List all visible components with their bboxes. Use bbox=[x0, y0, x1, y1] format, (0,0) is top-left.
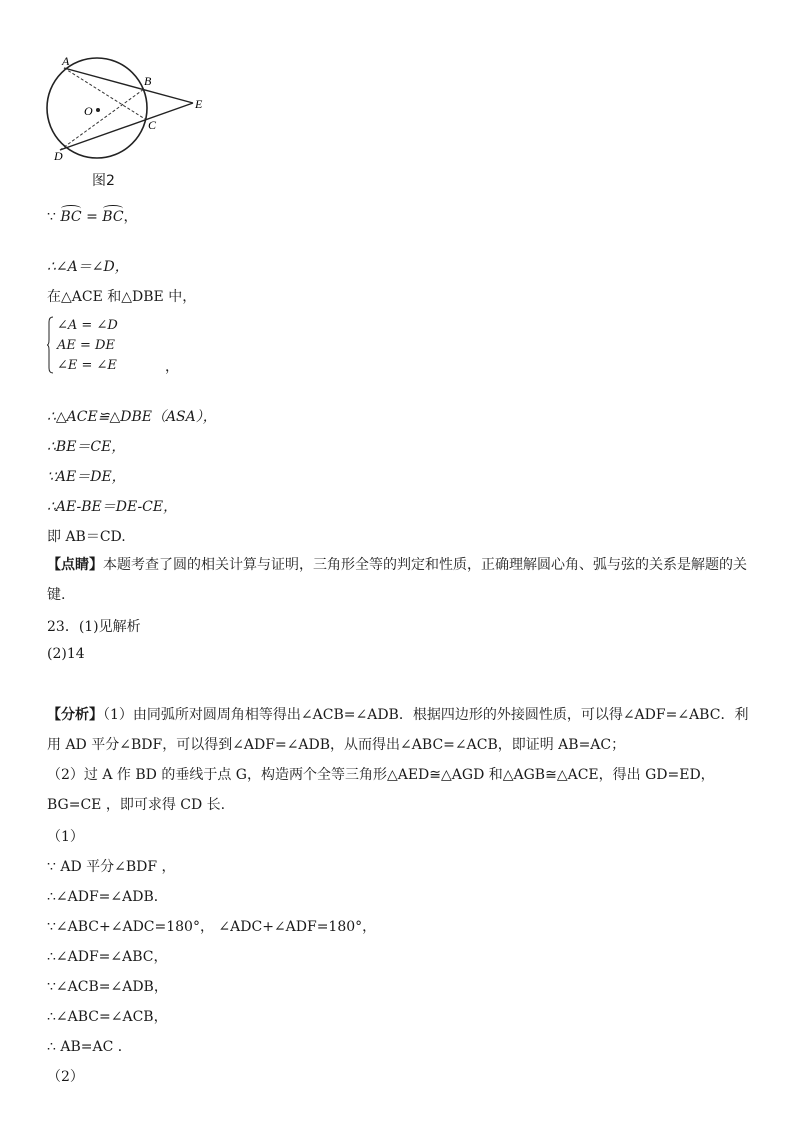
arc-bc-left: BC bbox=[60, 209, 82, 225]
label-c: C bbox=[148, 118, 157, 132]
line-de bbox=[60, 103, 193, 150]
equation-system bbox=[47, 316, 179, 376]
proof-1-step-2: ∴∠ADF=∠ADB． bbox=[47, 889, 168, 905]
q23-answer-1: 23．(1)见解析 bbox=[47, 619, 141, 635]
arc-bc-right: BC bbox=[102, 209, 124, 225]
proof-1-label: （1） bbox=[47, 829, 84, 845]
proof-line-6: ∵AE＝DE， bbox=[47, 469, 126, 485]
system-row-2: AE = DE bbox=[57, 338, 115, 353]
proof-1-step-5: ∵∠ACB=∠ADB， bbox=[47, 979, 168, 995]
fenxi-text-1: （1）由同弧所对圆周角相等得出∠ACB=∠ADB．根据四边形的外接圆性质，可以得∠ADF=∠ABC．利用 AD 平分∠BDF，可以得到∠ADF=∠ADB，从而得出∠ABC=∠ACB，即证明 AB=AC； bbox=[47, 707, 749, 753]
fenxi-paragraph-1 bbox=[47, 700, 753, 760]
label-b: B bbox=[144, 74, 152, 88]
proof-line-3: 在△ACE 和△DBE 中， bbox=[47, 289, 197, 305]
circle-o bbox=[47, 58, 147, 158]
label-o: O bbox=[84, 104, 93, 118]
proof-line-8: 即 AB＝CD. bbox=[47, 529, 126, 545]
geometry-figure bbox=[40, 52, 220, 192]
because-symbol: ∵ bbox=[47, 209, 56, 225]
left-brace-icon bbox=[47, 316, 54, 374]
proof-1-step-1: ∵ AD 平分∠BDF ， bbox=[47, 859, 176, 875]
equals-sign: = bbox=[81, 209, 103, 225]
proof-line-7: ∴AE-BE＝DE-CE， bbox=[47, 499, 178, 515]
line-db bbox=[60, 89, 144, 150]
dianjing-text: 本题考查了圆的相关计算与证明，三角形全等的判定和性质，正确理解圆心角、弧与弦的关系是解题的关键. bbox=[47, 557, 747, 603]
proof-line-5: ∴BE＝CE， bbox=[47, 439, 126, 455]
center-point bbox=[96, 108, 100, 112]
proof-1-step-3: ∵∠ABC+∠ADC=180°， ∠ADC+∠ADF=180°， bbox=[47, 919, 377, 935]
system-comma: ， bbox=[165, 359, 179, 375]
circle-diagram bbox=[40, 52, 220, 177]
system-row-3: ∠E = ∠E bbox=[57, 358, 117, 373]
proof-1-step-6: ∴∠ABC=∠ACB， bbox=[47, 1009, 168, 1025]
proof-2-label: （2） bbox=[47, 1069, 84, 1085]
fenxi-head: 【分析】 bbox=[47, 707, 103, 723]
dianjing-head: 【点睛】 bbox=[47, 557, 103, 573]
dianjing-paragraph bbox=[47, 550, 753, 610]
proof-line-arc bbox=[47, 206, 138, 226]
proof-line-2: ∴∠A＝∠D， bbox=[47, 259, 129, 275]
label-a: A bbox=[62, 54, 70, 68]
proof-1-step-7: ∴ AB=AC ． bbox=[47, 1039, 132, 1055]
proof-line-4: ∴△ACE≌△DBE（ASA）， bbox=[47, 409, 217, 425]
fenxi-paragraph-2: （2）过 A 作 BD 的垂线于点 G，构造两个全等三角形△AED≅△AGD 和△AGB≅△ACE，得出 GD=ED，BG=CE ，即可求得 CD 长. bbox=[47, 767, 715, 813]
label-d: D bbox=[54, 149, 63, 163]
figure-caption: 图2 bbox=[92, 173, 115, 189]
line-comma: ， bbox=[123, 209, 138, 225]
proof-1-step-4: ∴∠ADF=∠ABC， bbox=[47, 949, 168, 965]
system-row-1: ∠A = ∠D bbox=[57, 318, 118, 333]
q23-answer-2: (2)14 bbox=[47, 646, 85, 662]
line-ae bbox=[64, 68, 193, 103]
line-ac bbox=[64, 68, 145, 119]
label-e: E bbox=[195, 97, 203, 111]
